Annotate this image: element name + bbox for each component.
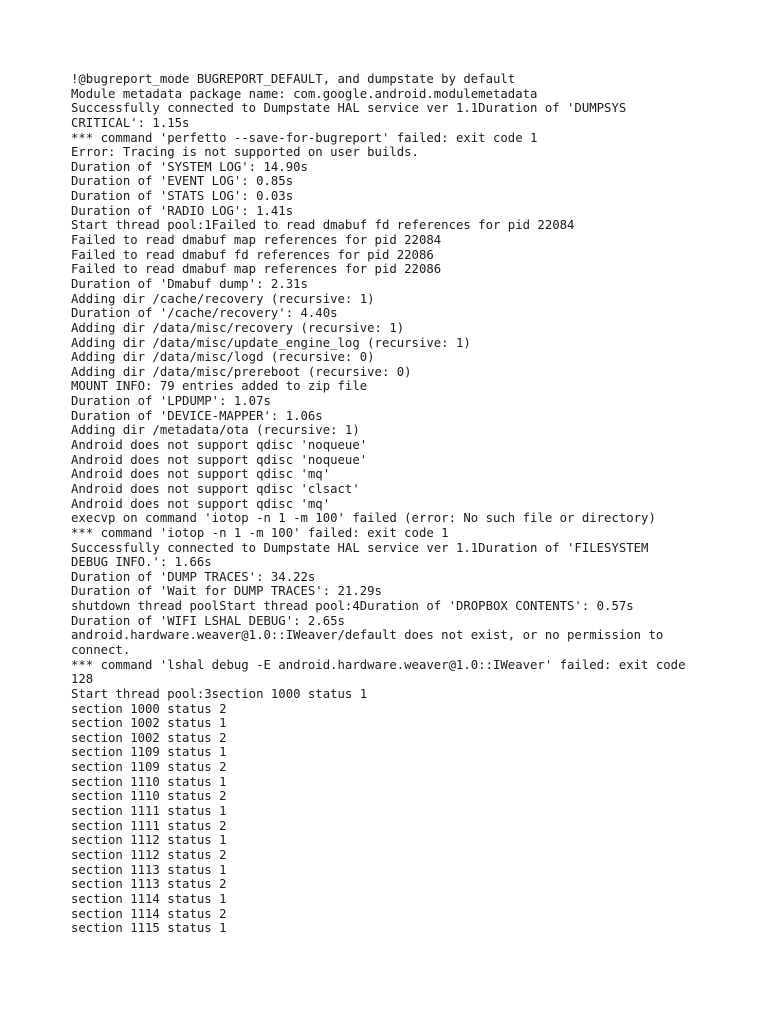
log-line: section 1112 status 2 bbox=[71, 847, 227, 862]
log-line: section 1114 status 1 bbox=[71, 891, 227, 906]
log-line: 128 bbox=[71, 672, 94, 687]
log-line: section 1110 status 2 bbox=[71, 789, 227, 804]
log-line: section 1000 status 2 bbox=[71, 701, 227, 716]
log-line: Module metadata package name: com.google.android.modulemetadata bbox=[71, 86, 538, 101]
log-line: MOUNT INFO: 79 entries added to zip file bbox=[71, 379, 368, 394]
log-line: connect. bbox=[71, 642, 131, 657]
log-line: Adding dir /metadata/ota (recursive: 1) bbox=[71, 423, 360, 438]
log-line: section 1113 status 2 bbox=[71, 877, 227, 892]
log-line: Duration of '/cache/recovery': 4.40s bbox=[71, 306, 338, 321]
log-line: Duration of 'SYSTEM LOG': 14.90s bbox=[71, 159, 308, 174]
log-line: Duration of 'DEVICE-MAPPER': 1.06s bbox=[71, 408, 323, 423]
log-line: Failed to read dmabuf map references for pid 22086 bbox=[71, 262, 442, 277]
log-line: Adding dir /cache/recovery (recursive: 1) bbox=[71, 291, 375, 306]
log-line: Android does not support qdisc 'noqueue' bbox=[71, 438, 368, 453]
log-line: Duration of 'LPDUMP': 1.07s bbox=[71, 394, 271, 409]
log-line: android.hardware.weaver@1.0::IWeaver/default does not exist, or no permission to bbox=[71, 628, 664, 643]
log-line: Duration of 'WIFI LSHAL DEBUG': 2.65s bbox=[71, 613, 345, 628]
log-line: Successfully connected to Dumpstate HAL service ver 1.1Duration of 'FILESYSTEM bbox=[71, 540, 649, 555]
log-line: Android does not support qdisc 'mq' bbox=[71, 467, 331, 482]
log-line: section 1110 status 1 bbox=[71, 774, 227, 789]
log-text-body bbox=[71, 72, 701, 936]
log-line: *** command 'perfetto --save-for-bugreport' failed: exit code 1 bbox=[71, 130, 538, 145]
log-line: CRITICAL': 1.15s bbox=[71, 115, 190, 130]
log-line: Adding dir /data/misc/logd (recursive: 0) bbox=[71, 350, 375, 365]
log-line: section 1115 status 1 bbox=[71, 921, 227, 936]
log-line: section 1109 status 1 bbox=[71, 745, 227, 760]
log-line: execvp on command 'iotop -n 1 -m 100' failed (error: No such file or directory) bbox=[71, 511, 656, 526]
log-line: Adding dir /data/misc/update_engine_log (recursive: 1) bbox=[71, 335, 471, 350]
log-line: Failed to read dmabuf map references for pid 22084 bbox=[71, 233, 442, 248]
log-line: DEBUG INFO.': 1.66s bbox=[71, 555, 212, 570]
log-line: section 1111 status 2 bbox=[71, 818, 227, 833]
log-line: section 1112 status 1 bbox=[71, 833, 227, 848]
log-line: section 1111 status 1 bbox=[71, 804, 227, 819]
log-line: section 1002 status 1 bbox=[71, 716, 227, 731]
log-line: Duration of 'Dmabuf dump': 2.31s bbox=[71, 276, 308, 291]
log-line: Successfully connected to Dumpstate HAL service ver 1.1Duration of 'DUMPSYS bbox=[71, 101, 627, 116]
log-line: Duration of 'Wait for DUMP TRACES': 21.29s bbox=[71, 584, 382, 599]
log-line: section 1002 status 2 bbox=[71, 730, 227, 745]
log-line: !@bugreport_mode BUGREPORT_DEFAULT, and dumpstate by default bbox=[71, 72, 516, 86]
log-line: shutdown thread poolStart thread pool:4Duration of 'DROPBOX CONTENTS': 0.57s bbox=[71, 599, 634, 614]
log-line: Android does not support qdisc 'mq' bbox=[71, 496, 331, 511]
log-line: Android does not support qdisc 'clsact' bbox=[71, 481, 360, 496]
log-line: Failed to read dmabuf fd references for pid 22086 bbox=[71, 247, 434, 262]
log-line: Adding dir /data/misc/recovery (recursive: 1) bbox=[71, 320, 405, 335]
log-line: Adding dir /data/misc/prereboot (recursive: 0) bbox=[71, 364, 412, 379]
log-line: Duration of 'EVENT LOG': 0.85s bbox=[71, 174, 294, 189]
log-line: *** command 'lshal debug -E android.hardware.weaver@1.0::IWeaver' failed: exit code bbox=[71, 657, 686, 672]
log-line: Duration of 'DUMP TRACES': 34.22s bbox=[71, 569, 316, 584]
log-line: section 1109 status 2 bbox=[71, 760, 227, 775]
log-line: Duration of 'RADIO LOG': 1.41s bbox=[71, 203, 294, 218]
log-line: Start thread pool:3section 1000 status 1 bbox=[71, 686, 368, 701]
log-line: section 1114 status 2 bbox=[71, 906, 227, 921]
log-line: *** command 'iotop -n 1 -m 100' failed: exit code 1 bbox=[71, 525, 449, 540]
log-line: Error: Tracing is not supported on user builds. bbox=[71, 145, 419, 160]
log-line: Android does not support qdisc 'noqueue' bbox=[71, 452, 368, 467]
log-line: Duration of 'STATS LOG': 0.03s bbox=[71, 189, 294, 204]
log-line: Start thread pool:1Failed to read dmabuf fd references for pid 22084 bbox=[71, 218, 575, 233]
log-line: section 1113 status 1 bbox=[71, 862, 227, 877]
